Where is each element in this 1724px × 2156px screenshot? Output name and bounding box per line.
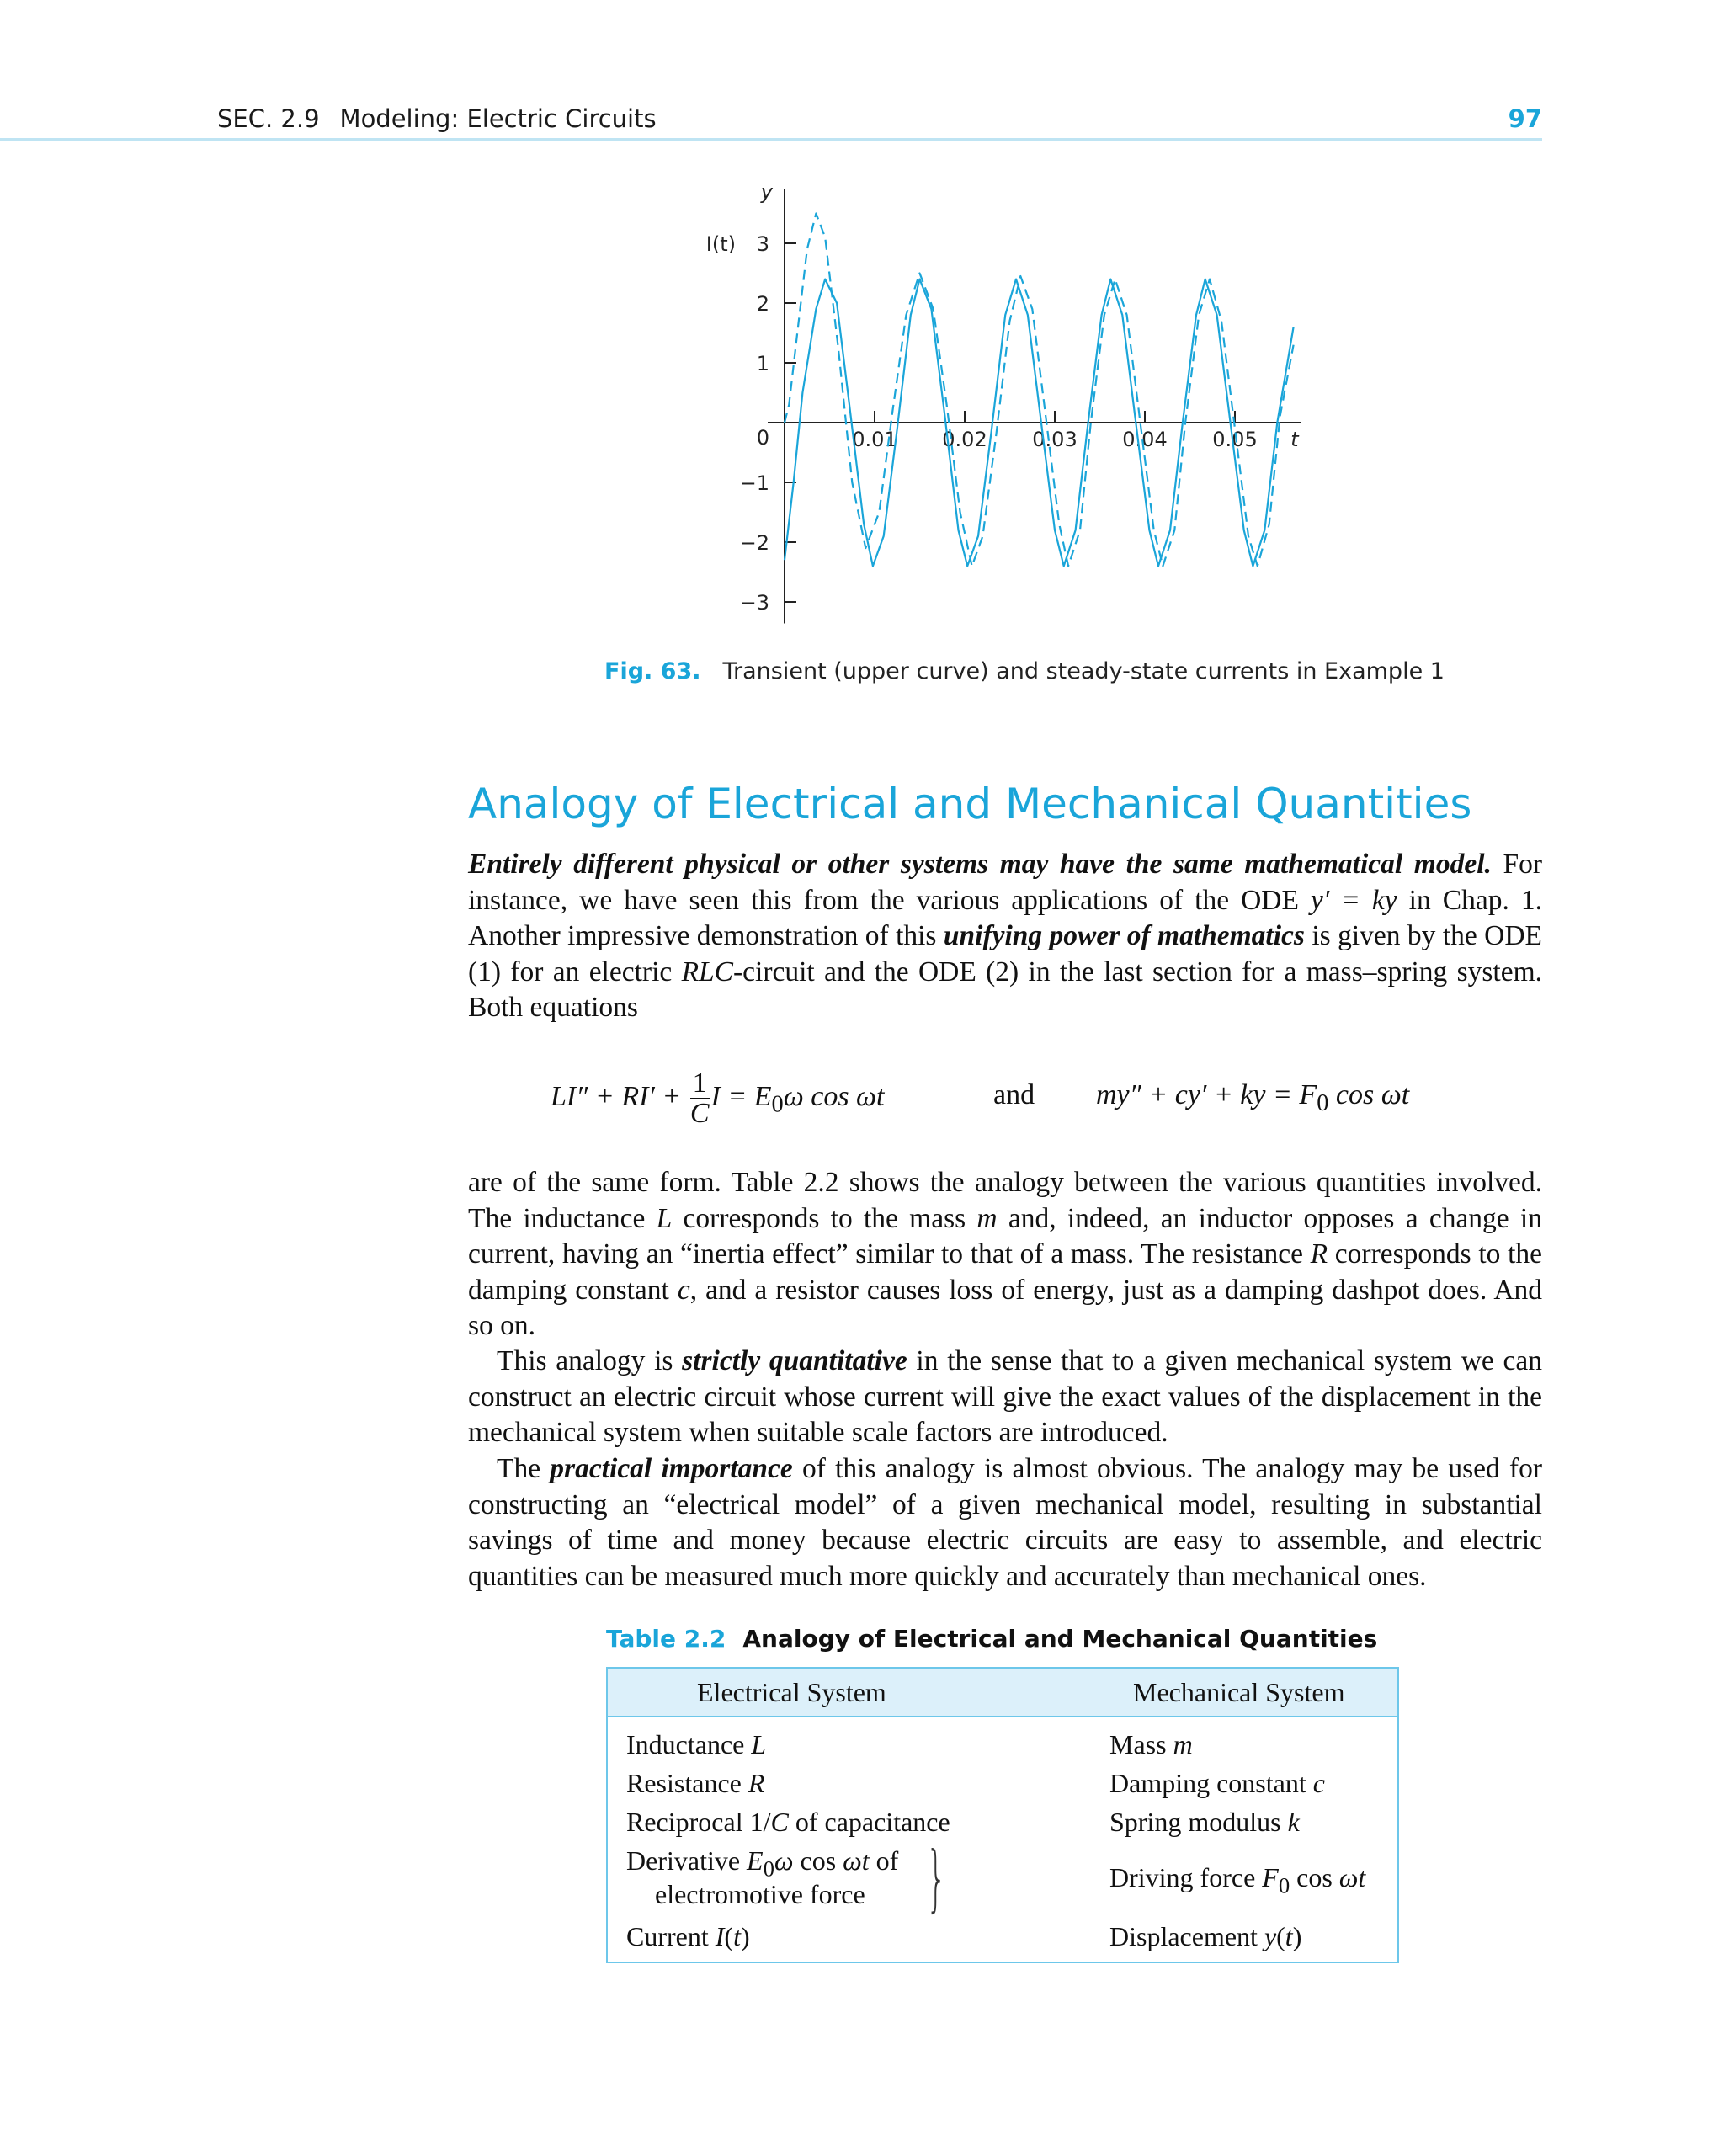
cell-symbol: k <box>1287 1807 1300 1837</box>
y-tick-label: −2 <box>739 531 769 555</box>
eq-rhs-a: my″ + cy′ + ky = F <box>1096 1079 1317 1110</box>
paragraph-3 <box>468 1344 1542 1451</box>
y-tick-label: −1 <box>739 471 769 495</box>
electric-ode <box>551 1069 885 1128</box>
cell-symbol-omega-t: ωt <box>843 1845 870 1876</box>
y-tick-label: −3 <box>739 591 769 615</box>
lead-sentence: Entirely different physical or other systems may have the same mathematical model. <box>468 849 1492 880</box>
cell-text: Resistance <box>626 1768 748 1798</box>
section-number: SEC. 2.9 <box>217 104 320 133</box>
page-number: 97 <box>1508 104 1542 133</box>
transient-current-curve <box>785 214 1294 567</box>
x-tick-label: 0.05 <box>1212 428 1258 451</box>
x-tick-label: 0.02 <box>942 428 987 451</box>
brace-icon: } <box>926 1836 947 1920</box>
para1-text-a: For instance, we have seen this from the various applications of the ODE <box>468 849 1542 916</box>
cell-text: Spring modulus <box>1109 1807 1288 1837</box>
display-equation <box>468 1059 1542 1135</box>
cell-mechanical <box>1109 1729 1193 1760</box>
y-tick-label: 2 <box>756 292 769 316</box>
y-tick-label: 0 <box>756 426 769 450</box>
header-electrical: Electrical System <box>697 1677 886 1707</box>
figure-caption <box>604 658 1445 684</box>
curve-label: I(t) <box>705 232 736 256</box>
fraction-1-over-C <box>690 1069 710 1128</box>
cell-symbol: c <box>1312 1768 1325 1798</box>
cell-symbol: y <box>1264 1921 1277 1951</box>
para2-text-b: corresponds to the mass <box>672 1202 977 1234</box>
header-mechanical: Mechanical System <box>1133 1677 1345 1707</box>
cell-electrical <box>626 1845 898 1882</box>
frac-numerator: 1 <box>690 1069 710 1099</box>
cell-text-mid: cos <box>793 1845 843 1876</box>
x-tick-label: 0.04 <box>1122 428 1168 451</box>
cell-text-mid: cos <box>1290 1862 1339 1892</box>
table-caption <box>606 1625 1377 1653</box>
eq-lhs-c: ω cos ωt <box>783 1080 885 1112</box>
para1-text-b: in Chap. 1. Another impressive demonstration of this <box>468 884 1543 951</box>
cell-paren: ) <box>740 1921 750 1951</box>
frac-denominator: C <box>689 1098 710 1129</box>
figure-caption-label: Fig. 63. <box>604 658 701 684</box>
eq-lhs-b: I = E <box>710 1080 772 1112</box>
cell-symbol: m <box>1173 1729 1193 1759</box>
cell-subscript: 0 <box>1278 1872 1290 1898</box>
x-tick-label: 0.01 <box>852 428 897 451</box>
cell-mechanical <box>1109 1862 1365 1898</box>
cell-text: Damping constant <box>1109 1768 1313 1798</box>
eq-rhs-sub: 0 <box>1317 1089 1329 1116</box>
paragraph-2 <box>468 1165 1542 1344</box>
current-plot <box>699 185 1322 640</box>
cell-paren: ( <box>724 1921 734 1951</box>
para1-text-c: is given by the ODE (1) for an electric <box>468 920 1542 988</box>
cell-symbol-omega: ω <box>774 1845 794 1876</box>
para3-text-a: This analogy is <box>497 1345 683 1376</box>
cell-text: Driving force <box>1109 1862 1263 1892</box>
cell-text: Inductance <box>626 1729 752 1759</box>
cell-symbol-omega-t: ωt <box>1338 1862 1366 1892</box>
para2-text-c: and, indeed, an inductor opposes a change in current, having an “inertia effect” similar to that of a mass. The resistance <box>468 1202 1542 1270</box>
cell-text: Current <box>626 1921 716 1951</box>
cell-symbol-t: t <box>1285 1921 1293 1951</box>
cell-text-tail: of capacitance <box>788 1807 950 1837</box>
paragraph-1 <box>468 847 1542 1026</box>
cell-electrical <box>626 1768 764 1799</box>
cell-electrical <box>626 1807 950 1838</box>
table-row <box>608 1836 1397 1920</box>
running-head-section <box>217 104 657 133</box>
cell-electrical <box>626 1729 766 1760</box>
cell-text: Displacement <box>1109 1921 1264 1951</box>
cell-mechanical <box>1109 1768 1325 1799</box>
cell-mechanical <box>1109 1807 1300 1838</box>
x-tick-label: 0.03 <box>1032 428 1078 451</box>
para4-text-a: The <box>497 1453 551 1484</box>
para1-text-d: -circuit and the ODE (2) in the last section for a mass–spring system. Both equations <box>468 956 1542 1023</box>
mechanical-ode <box>1096 1079 1409 1117</box>
figure-caption-text: Transient (upper curve) and steady-state currents in Example 1 <box>722 658 1445 684</box>
y-tick-label: 1 <box>756 352 769 375</box>
section-title: Modeling: Electric Circuits <box>339 104 657 133</box>
cell-text: Mass <box>1109 1729 1173 1759</box>
para2-text-e: , and a resistor causes loss of energy, just as a damping dashpot does. And so on. <box>468 1274 1543 1341</box>
cell-text-tail: of <box>869 1845 899 1876</box>
cell-symbol: I <box>715 1921 725 1951</box>
emphasis-unifying-power: unifying power of mathematics <box>943 920 1305 951</box>
cell-text: Derivative <box>626 1845 748 1876</box>
cell-text: Reciprocal 1/ <box>626 1807 771 1837</box>
para3-text-b: in the sense that to a given mechanical system we can construct an electric circuit whose current will give the exact values of the displacement in the mechanical system when suitable scale factors are introduced. <box>468 1345 1542 1448</box>
y-tick-label: 3 <box>756 232 769 256</box>
x-axis-label: t <box>1290 428 1299 451</box>
eq-and: and <box>993 1079 1035 1110</box>
sym-m: m <box>976 1202 998 1234</box>
cell-symbol: F <box>1262 1862 1279 1892</box>
sym-c: c <box>677 1274 690 1306</box>
cell-symbol: E <box>747 1845 764 1876</box>
ode-inline: y′ = ky <box>1311 884 1397 916</box>
para2-text-a: are of the same form. Table 2.2 shows the analogy between the various quantities involved. The inductance <box>468 1167 1542 1234</box>
eq-lhs-sub: 0 <box>771 1091 784 1118</box>
cell-symbol: C <box>770 1807 789 1837</box>
table-header <box>608 1669 1397 1717</box>
para2-text-d: corresponds to the damping constant <box>468 1238 1543 1306</box>
cell-symbol: R <box>748 1768 765 1798</box>
cell-mechanical <box>1109 1921 1301 1952</box>
emphasis-strictly-quantitative: strictly quantitative <box>682 1345 907 1376</box>
running-head <box>217 103 1542 143</box>
table-title: Analogy of Electrical and Mechanical Quantities <box>742 1625 1378 1653</box>
cell-subscript: 0 <box>763 1855 774 1882</box>
cell-paren: ) <box>1292 1921 1302 1951</box>
cell-symbol-t: t <box>733 1921 741 1951</box>
sym-R: R <box>1310 1238 1328 1270</box>
para4-text-b: of this analogy is almost obvious. The analogy may be used for constructing an “electrical model” of a given mechanical model, resulting in substantial savings of time and money because electric circuits are easy to assemble, and electric quantities can be measured much more quickly and accurately than mechanical ones. <box>468 1453 1542 1592</box>
eq-lhs-a: LI″ + RI′ + <box>551 1080 689 1112</box>
emphasis-practical-importance: practical importance <box>550 1453 793 1484</box>
section-heading: Analogy of Electrical and Mechanical Quantities <box>468 780 1472 828</box>
sym-L: L <box>656 1202 673 1234</box>
analogy-table <box>606 1667 1399 1963</box>
cell-electrical <box>626 1921 750 1952</box>
cell-paren: ( <box>1276 1921 1285 1951</box>
eq-rhs-b: cos ωt <box>1328 1079 1410 1110</box>
y-axis-label: y <box>760 185 773 205</box>
paragraph-4 <box>468 1451 1542 1594</box>
rlc-term: RLC <box>681 956 734 988</box>
table-label: Table 2.2 <box>606 1625 726 1653</box>
cell-electrical-line2: electromotive force <box>655 1879 865 1909</box>
figure-63 <box>699 185 1322 640</box>
cell-symbol: L <box>751 1729 767 1759</box>
